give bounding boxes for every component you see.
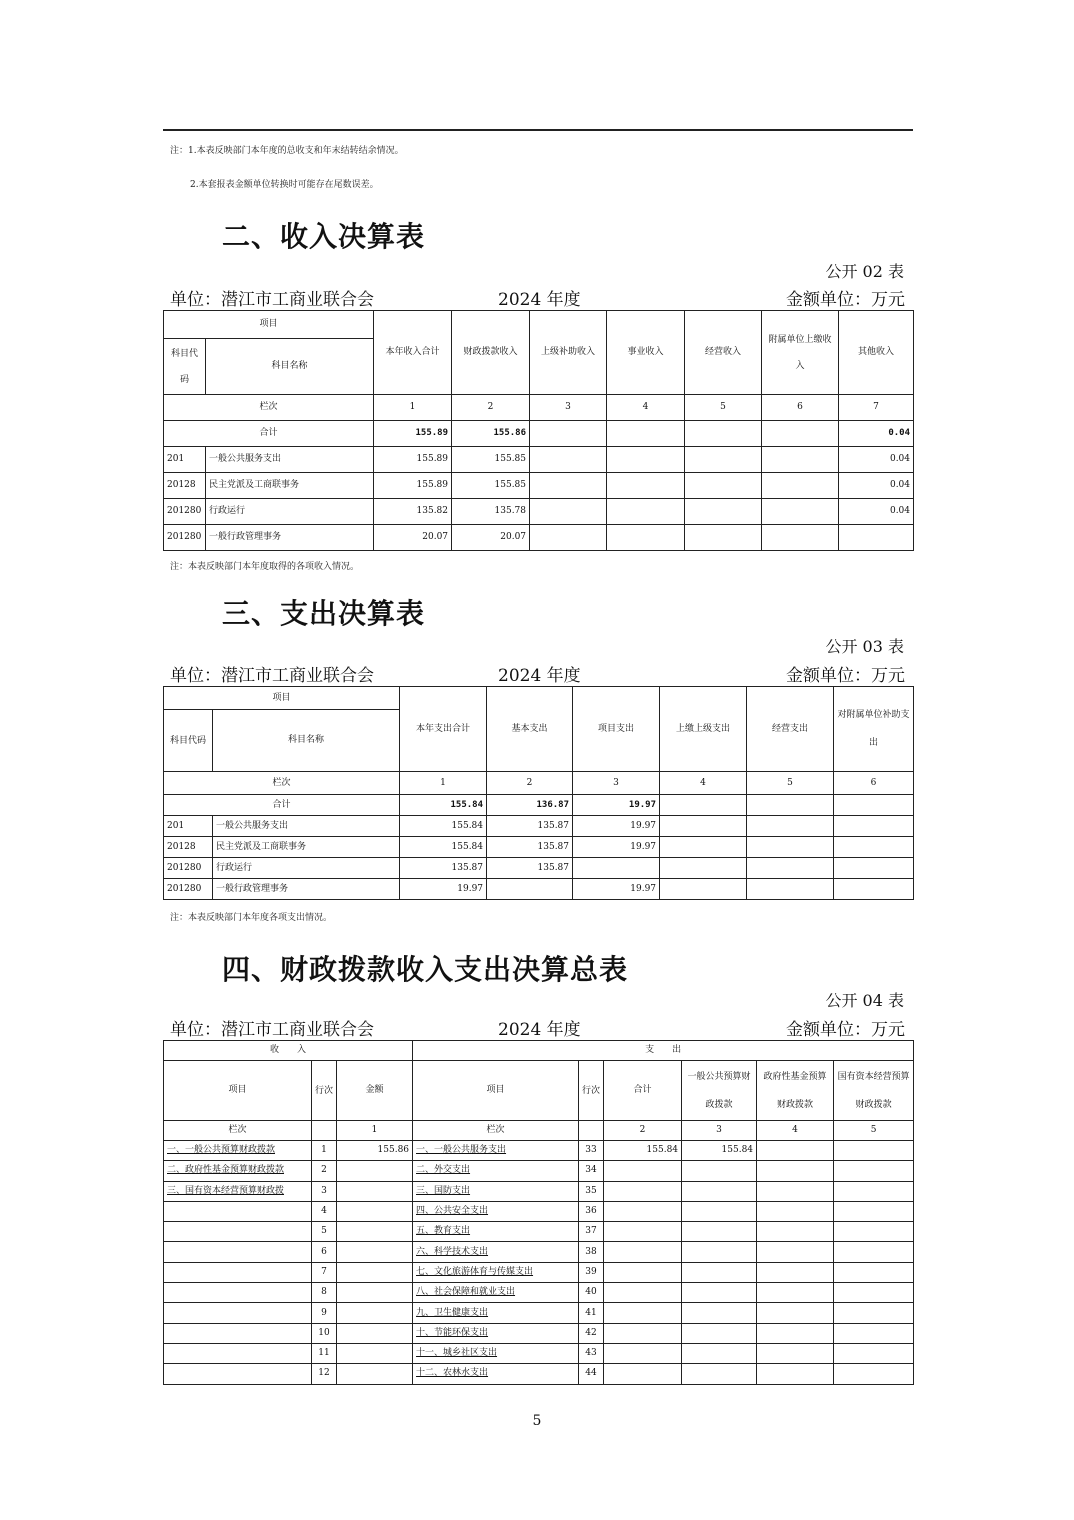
income-row-name: 行政运行 bbox=[206, 499, 374, 525]
income-item bbox=[164, 1323, 312, 1343]
expense-row-name: 一般行政管理事务 bbox=[213, 879, 400, 900]
income-amount bbox=[337, 1222, 413, 1242]
expense-line-number: 34 bbox=[579, 1161, 604, 1181]
income-row-value bbox=[530, 473, 607, 499]
income-year: 2024 年度 bbox=[498, 290, 581, 310]
gov-fund-amount bbox=[757, 1283, 834, 1303]
table-row bbox=[164, 1181, 914, 1201]
income-item bbox=[164, 1283, 312, 1303]
expense-row-value bbox=[660, 858, 747, 879]
income-row-code: 201280 bbox=[164, 499, 206, 525]
expense-row-code: 201 bbox=[164, 816, 213, 837]
expense-total-row bbox=[164, 795, 914, 816]
col-number: 2 bbox=[604, 1121, 682, 1141]
expense-header-name: 科目名称 bbox=[213, 710, 400, 772]
gov-fund-amount bbox=[757, 1242, 834, 1262]
income-total-value: 155.89 bbox=[374, 421, 452, 447]
income-header-col: 事业收入 bbox=[607, 311, 685, 395]
expense-row-value: 155.84 bbox=[400, 816, 487, 837]
income-side-header: 收 入 bbox=[164, 1041, 413, 1061]
income-amount bbox=[337, 1262, 413, 1282]
gov-fund-amount bbox=[757, 1343, 834, 1363]
expense-header-col: 上缴上级支出 bbox=[660, 687, 747, 772]
income-lanci-label: 栏次 bbox=[164, 395, 374, 421]
table-row bbox=[164, 499, 914, 525]
page-number: 5 bbox=[532, 1413, 542, 1429]
income-table-note: 注：本表反映部门本年度取得的各项收入情况。 bbox=[170, 562, 360, 572]
income-row-value bbox=[762, 499, 839, 525]
expense-item: 六、科学技术支出 bbox=[413, 1242, 579, 1262]
table-row bbox=[164, 525, 914, 551]
expense-item: 四、公共安全支出 bbox=[413, 1201, 579, 1221]
income-item: 一、一般公共预算财政拨款 bbox=[164, 1141, 312, 1161]
expense-row-code: 201280 bbox=[164, 858, 213, 879]
expense-item: 十、节能环保支出 bbox=[413, 1323, 579, 1343]
expense-col-number: 5 bbox=[747, 772, 834, 795]
income-col-number: 7 bbox=[839, 395, 914, 421]
expense-total-value: 155.84 bbox=[400, 795, 487, 816]
income-line-number: 12 bbox=[312, 1364, 337, 1384]
state-capital-amount bbox=[834, 1283, 914, 1303]
income-item bbox=[164, 1262, 312, 1282]
income-row-value bbox=[607, 473, 685, 499]
income-item: 二、政府性基金预算财政拨款 bbox=[164, 1161, 312, 1181]
table-row bbox=[164, 1303, 914, 1323]
income-line-number: 3 bbox=[312, 1181, 337, 1201]
income-row-value: 20.07 bbox=[452, 525, 530, 551]
income-row-name: 民主党派及工商联事务 bbox=[206, 473, 374, 499]
income-line-header: 行次 bbox=[312, 1061, 337, 1121]
income-header-col: 其他收入 bbox=[839, 311, 914, 395]
income-row-value: 0.04 bbox=[839, 447, 914, 473]
income-header-code: 科目代码 bbox=[164, 339, 206, 395]
expense-total bbox=[604, 1201, 682, 1221]
table-row bbox=[164, 1364, 914, 1384]
expense-total bbox=[604, 1323, 682, 1343]
expense-header-col: 本年支出合计 bbox=[400, 687, 487, 772]
income-amount bbox=[337, 1201, 413, 1221]
state-capital-amount bbox=[834, 1303, 914, 1323]
appropriation-unit-label: 单位：潜江市工商业联合会 bbox=[170, 1020, 374, 1040]
expense-item: 五、教育支出 bbox=[413, 1222, 579, 1242]
state-capital-amount bbox=[834, 1222, 914, 1242]
expense-row-value bbox=[660, 879, 747, 900]
expense-total bbox=[604, 1283, 682, 1303]
expense-row-value bbox=[573, 858, 660, 879]
expense-lanci-label: 栏次 bbox=[413, 1121, 579, 1141]
expense-total: 155.84 bbox=[604, 1141, 682, 1161]
expense-row-value bbox=[747, 837, 834, 858]
expense-total-value: 136.87 bbox=[487, 795, 573, 816]
expense-row-value: 19.97 bbox=[573, 816, 660, 837]
income-col-number: 4 bbox=[607, 395, 685, 421]
income-line-number: 11 bbox=[312, 1343, 337, 1363]
income-row-value bbox=[607, 499, 685, 525]
expense-table bbox=[163, 686, 914, 900]
expense-year: 2024 年度 bbox=[498, 666, 581, 686]
expense-total bbox=[604, 1303, 682, 1323]
expense-row-value: 135.87 bbox=[400, 858, 487, 879]
income-row-name: 一般公共服务支出 bbox=[206, 447, 374, 473]
expense-col-number: 2 bbox=[487, 772, 573, 795]
expense-row-value bbox=[660, 837, 747, 858]
income-row-value bbox=[530, 525, 607, 551]
income-currency: 金额单位：万元 bbox=[786, 290, 905, 310]
expense-total-value bbox=[660, 795, 747, 816]
income-row-value: 155.85 bbox=[452, 447, 530, 473]
general-budget-amount bbox=[682, 1283, 757, 1303]
col-number: 5 bbox=[834, 1121, 914, 1141]
income-col-number: 3 bbox=[530, 395, 607, 421]
gov-fund-amount bbox=[757, 1323, 834, 1343]
expense-total-value: 19.97 bbox=[573, 795, 660, 816]
expense-item: 七、文化旅游体育与传媒支出 bbox=[413, 1262, 579, 1282]
income-row-value: 155.89 bbox=[374, 473, 452, 499]
income-row-value: 20.07 bbox=[374, 525, 452, 551]
top-rule bbox=[163, 129, 913, 131]
expense-header-col: 经营支出 bbox=[747, 687, 834, 772]
income-col-number: 5 bbox=[685, 395, 762, 421]
expense-table-heading: 三、支出决算表 bbox=[222, 597, 426, 630]
expense-row-code: 20128 bbox=[164, 837, 213, 858]
expense-row-value: 19.97 bbox=[400, 879, 487, 900]
expense-row-name: 一般公共服务支出 bbox=[213, 816, 400, 837]
table-row bbox=[164, 837, 914, 858]
expense-header-col: 项目支出 bbox=[573, 687, 660, 772]
top-note-2: 2.本套报表金额单位转换时可能存在尾数误差。 bbox=[190, 180, 379, 190]
income-item-header: 项目 bbox=[164, 1061, 312, 1121]
gov-fund-amount bbox=[757, 1364, 834, 1384]
appropriation-table-heading: 四、财政拨款收入支出决算总表 bbox=[222, 953, 629, 986]
income-amount bbox=[337, 1161, 413, 1181]
expense-line-number: 37 bbox=[579, 1222, 604, 1242]
income-header-col: 本年收入合计 bbox=[374, 311, 452, 395]
income-amount bbox=[337, 1303, 413, 1323]
income-col-number: 2 bbox=[452, 395, 530, 421]
income-row-value: 135.78 bbox=[452, 499, 530, 525]
state-capital-amount bbox=[834, 1262, 914, 1282]
income-row-value bbox=[685, 473, 762, 499]
appropriation-year: 2024 年度 bbox=[498, 1020, 581, 1040]
appropriation-currency: 金额单位：万元 bbox=[786, 1020, 905, 1040]
gov-fund-amount bbox=[757, 1262, 834, 1282]
expense-line-number: 38 bbox=[579, 1242, 604, 1262]
income-total-value bbox=[607, 421, 685, 447]
expense-line-number: 41 bbox=[579, 1303, 604, 1323]
expense-header-col: 对附属单位补助支出 bbox=[834, 687, 914, 772]
general-budget-amount bbox=[682, 1364, 757, 1384]
state-capital-amount bbox=[834, 1364, 914, 1384]
income-line-number: 2 bbox=[312, 1161, 337, 1181]
income-amount bbox=[337, 1242, 413, 1262]
expense-row-value bbox=[834, 816, 914, 837]
gov-fund-amount bbox=[757, 1303, 834, 1323]
income-line-number: 5 bbox=[312, 1222, 337, 1242]
expense-item: 九、卫生健康支出 bbox=[413, 1303, 579, 1323]
income-header-col: 财政拨款收入 bbox=[452, 311, 530, 395]
income-total-row bbox=[164, 421, 914, 447]
income-row-value bbox=[685, 525, 762, 551]
expense-total-value bbox=[834, 795, 914, 816]
expense-row-code: 201280 bbox=[164, 879, 213, 900]
income-table bbox=[163, 310, 914, 551]
expense-line-number: 36 bbox=[579, 1201, 604, 1221]
expense-item: 十二、农林水支出 bbox=[413, 1364, 579, 1384]
income-item bbox=[164, 1201, 312, 1221]
income-line-number: 4 bbox=[312, 1201, 337, 1221]
income-amount: 155.86 bbox=[337, 1141, 413, 1161]
gov-fund-amount bbox=[757, 1181, 834, 1201]
income-col-number: 1 bbox=[374, 395, 452, 421]
general-budget-amount bbox=[682, 1262, 757, 1282]
income-line-number: 9 bbox=[312, 1303, 337, 1323]
state-capital-amount bbox=[834, 1242, 914, 1262]
expense-item: 一、一般公共服务支出 bbox=[413, 1141, 579, 1161]
col-number: 1 bbox=[337, 1121, 413, 1141]
income-header-col: 附属单位上缴收入 bbox=[762, 311, 839, 395]
general-budget-amount bbox=[682, 1323, 757, 1343]
income-row-value bbox=[685, 447, 762, 473]
table-row bbox=[164, 1141, 914, 1161]
expense-table-note: 注：本表反映部门本年度各项支出情况。 bbox=[170, 913, 333, 923]
expense-currency: 金额单位：万元 bbox=[786, 666, 905, 686]
table-row bbox=[164, 1323, 914, 1343]
expense-item: 三、国防支出 bbox=[413, 1181, 579, 1201]
income-line-number: 10 bbox=[312, 1323, 337, 1343]
expense-total bbox=[604, 1161, 682, 1181]
table-row bbox=[164, 1201, 914, 1221]
expense-header-item: 项目 bbox=[164, 687, 400, 710]
income-total-value: 0.04 bbox=[839, 421, 914, 447]
expense-row-value bbox=[747, 816, 834, 837]
income-total-label: 合计 bbox=[164, 421, 374, 447]
table-row bbox=[164, 1343, 914, 1363]
income-line-number: 6 bbox=[312, 1242, 337, 1262]
expense-total bbox=[604, 1262, 682, 1282]
income-amount bbox=[337, 1343, 413, 1363]
table-row bbox=[164, 1262, 914, 1282]
income-row-value: 0.04 bbox=[839, 499, 914, 525]
income-row-value bbox=[607, 447, 685, 473]
income-row-value bbox=[607, 525, 685, 551]
expense-line-number: 40 bbox=[579, 1283, 604, 1303]
expense-line-number: 39 bbox=[579, 1262, 604, 1282]
income-header-col: 上级补助收入 bbox=[530, 311, 607, 395]
income-row-value: 155.85 bbox=[452, 473, 530, 499]
income-line-number: 1 bbox=[312, 1141, 337, 1161]
general-budget-amount bbox=[682, 1242, 757, 1262]
expense-row-name: 民主党派及工商联事务 bbox=[213, 837, 400, 858]
general-budget-amount: 155.84 bbox=[682, 1141, 757, 1161]
income-amount bbox=[337, 1323, 413, 1343]
expense-col-number: 6 bbox=[834, 772, 914, 795]
income-row-value bbox=[762, 525, 839, 551]
income-item bbox=[164, 1364, 312, 1384]
income-row-code: 201280 bbox=[164, 525, 206, 551]
income-amount bbox=[337, 1283, 413, 1303]
table-row bbox=[164, 1161, 914, 1181]
table-row bbox=[164, 447, 914, 473]
expense-total bbox=[604, 1343, 682, 1363]
expense-col-number: 4 bbox=[660, 772, 747, 795]
gov-fund-header: 政府性基金预算财政拨款 bbox=[757, 1061, 834, 1121]
table-row bbox=[164, 879, 914, 900]
expense-row-value bbox=[834, 858, 914, 879]
general-budget-amount bbox=[682, 1222, 757, 1242]
income-row-value bbox=[762, 447, 839, 473]
income-row-value bbox=[530, 447, 607, 473]
income-header-name: 科目名称 bbox=[206, 339, 374, 395]
income-header-item: 项目 bbox=[164, 311, 374, 339]
expense-row-value bbox=[747, 879, 834, 900]
table-row bbox=[164, 816, 914, 837]
income-row-value bbox=[762, 473, 839, 499]
expense-total bbox=[604, 1222, 682, 1242]
income-row-value bbox=[685, 499, 762, 525]
expense-line-number: 44 bbox=[579, 1364, 604, 1384]
expense-row-value: 19.97 bbox=[573, 837, 660, 858]
expense-total-label: 合计 bbox=[164, 795, 400, 816]
income-header-col: 经营收入 bbox=[685, 311, 762, 395]
income-item bbox=[164, 1222, 312, 1242]
general-budget-amount bbox=[682, 1181, 757, 1201]
table-row bbox=[164, 1222, 914, 1242]
expense-col-number: 1 bbox=[400, 772, 487, 795]
col-number: 3 bbox=[682, 1121, 757, 1141]
general-budget-amount bbox=[682, 1303, 757, 1323]
income-row-value bbox=[530, 499, 607, 525]
table-row bbox=[164, 858, 914, 879]
income-item bbox=[164, 1242, 312, 1262]
income-row-code: 201 bbox=[164, 447, 206, 473]
gov-fund-amount bbox=[757, 1222, 834, 1242]
income-unit-label: 单位：潜江市工商业联合会 bbox=[170, 290, 374, 310]
top-note-1: 注：1.本表反映部门本年度的总收支和年末结转结余情况。 bbox=[170, 146, 404, 156]
income-line-number: 8 bbox=[312, 1283, 337, 1303]
expense-line-number: 43 bbox=[579, 1343, 604, 1363]
col-number: 4 bbox=[757, 1121, 834, 1141]
income-line-number: 7 bbox=[312, 1262, 337, 1282]
expense-unit-row bbox=[170, 661, 905, 686]
state-capital-amount bbox=[834, 1201, 914, 1221]
expense-row-value bbox=[747, 858, 834, 879]
expense-row-value: 135.87 bbox=[487, 837, 573, 858]
expense-total bbox=[604, 1364, 682, 1384]
expense-item: 二、外交支出 bbox=[413, 1161, 579, 1181]
general-budget-header: 一般公共预算财政拨款 bbox=[682, 1061, 757, 1121]
expense-row-value bbox=[660, 816, 747, 837]
appropriation-unit-row bbox=[170, 1015, 905, 1040]
expense-lanci-label: 栏次 bbox=[164, 772, 400, 795]
expense-row-value bbox=[487, 879, 573, 900]
expense-header-col: 基本支出 bbox=[487, 687, 573, 772]
table-row bbox=[164, 473, 914, 499]
expense-item-header: 项目 bbox=[413, 1061, 579, 1121]
income-total-value: 155.86 bbox=[452, 421, 530, 447]
expense-side-header: 支 出 bbox=[413, 1041, 914, 1061]
income-table-heading: 二、收入决算表 bbox=[222, 220, 426, 253]
state-capital-amount bbox=[834, 1161, 914, 1181]
income-form-number: 公开 02 表 bbox=[825, 262, 904, 281]
income-amount bbox=[337, 1181, 413, 1201]
income-item bbox=[164, 1343, 312, 1363]
expense-row-value: 135.87 bbox=[487, 816, 573, 837]
expense-item: 八、社会保障和就业支出 bbox=[413, 1283, 579, 1303]
general-budget-amount bbox=[682, 1343, 757, 1363]
expense-row-value bbox=[834, 879, 914, 900]
expense-form-number: 公开 03 表 bbox=[825, 637, 904, 656]
income-total-value bbox=[530, 421, 607, 447]
expense-line-number: 35 bbox=[579, 1181, 604, 1201]
income-row-value bbox=[839, 525, 914, 551]
table-row bbox=[164, 1283, 914, 1303]
income-row-value: 0.04 bbox=[839, 473, 914, 499]
income-row-name: 一般行政管理事务 bbox=[206, 525, 374, 551]
state-capital-amount bbox=[834, 1343, 914, 1363]
general-budget-amount bbox=[682, 1161, 757, 1181]
expense-total bbox=[604, 1242, 682, 1262]
income-col-number: 6 bbox=[762, 395, 839, 421]
expense-row-value: 155.84 bbox=[400, 837, 487, 858]
expense-header-code: 科目代码 bbox=[164, 710, 213, 772]
expense-row-name: 行政运行 bbox=[213, 858, 400, 879]
income-total-value bbox=[762, 421, 839, 447]
income-amount bbox=[337, 1364, 413, 1384]
table-row bbox=[164, 1242, 914, 1262]
state-capital-amount bbox=[834, 1181, 914, 1201]
state-capital-amount bbox=[834, 1323, 914, 1343]
expense-unit-label: 单位：潜江市工商业联合会 bbox=[170, 666, 374, 686]
appropriation-form-number: 公开 04 表 bbox=[825, 991, 904, 1010]
state-capital-header: 国有资本经营预算财政拨款 bbox=[834, 1061, 914, 1121]
expense-total-value bbox=[747, 795, 834, 816]
income-row-value: 135.82 bbox=[374, 499, 452, 525]
general-budget-amount bbox=[682, 1201, 757, 1221]
gov-fund-amount bbox=[757, 1201, 834, 1221]
expense-row-value: 135.87 bbox=[487, 858, 573, 879]
state-capital-amount bbox=[834, 1141, 914, 1161]
income-total-value bbox=[685, 421, 762, 447]
expense-total-header: 合计 bbox=[604, 1061, 682, 1121]
income-item: 三、国有资本经营预算财政拨 bbox=[164, 1181, 312, 1201]
income-row-value: 155.89 bbox=[374, 447, 452, 473]
expense-total bbox=[604, 1181, 682, 1201]
expense-line-header: 行次 bbox=[579, 1061, 604, 1121]
expense-item: 十一、城乡社区支出 bbox=[413, 1343, 579, 1363]
expense-row-value: 19.97 bbox=[573, 879, 660, 900]
expense-col-number: 3 bbox=[573, 772, 660, 795]
income-lanci-label: 栏次 bbox=[164, 1121, 312, 1141]
income-item bbox=[164, 1303, 312, 1323]
expense-line-number: 42 bbox=[579, 1323, 604, 1343]
income-row-code: 20128 bbox=[164, 473, 206, 499]
income-amount-header: 金额 bbox=[337, 1061, 413, 1121]
expense-row-value bbox=[834, 837, 914, 858]
income-unit-row bbox=[170, 285, 905, 310]
appropriation-table bbox=[163, 1040, 914, 1385]
gov-fund-amount bbox=[757, 1141, 834, 1161]
expense-line-number: 33 bbox=[579, 1141, 604, 1161]
gov-fund-amount bbox=[757, 1161, 834, 1181]
